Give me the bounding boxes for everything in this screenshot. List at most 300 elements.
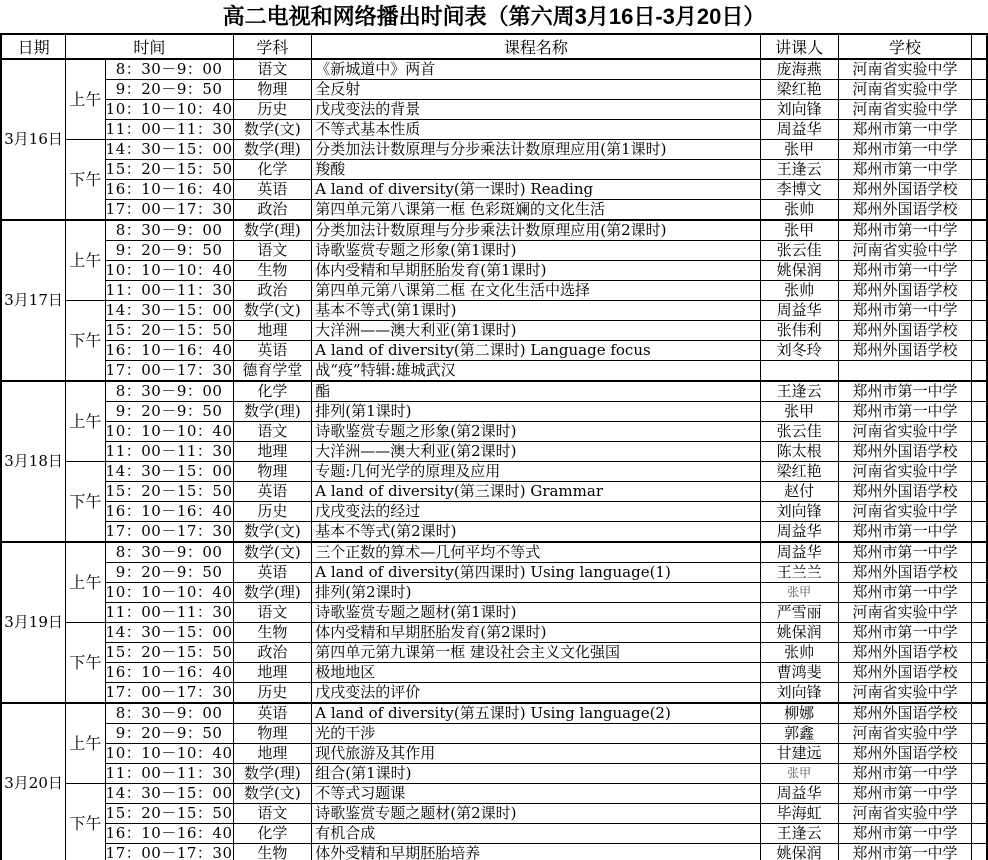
course-cell: 排列(第1课时) (312, 402, 760, 422)
course-cell: 三个正数的算术—几何平均不等式 (312, 542, 760, 563)
period-am-cell: 上午 (66, 59, 106, 140)
school-cell: 郑州市第一中学 (838, 381, 972, 402)
edge-cell (972, 281, 987, 301)
subject-cell: 语文 (233, 804, 312, 824)
subject-cell: 英语 (233, 482, 312, 502)
course-cell: 全反射 (312, 80, 760, 100)
lecturer-cell: 刘向锋 (760, 502, 838, 522)
lecturer-cell: 周益华 (760, 784, 838, 804)
course-cell: 第四单元第八课第一框 色彩斑斓的文化生活 (312, 200, 760, 221)
time-cell: 10：10－10：40 (105, 744, 233, 762)
edge-cell (972, 241, 987, 261)
lecturer-cell: 刘向锋 (760, 100, 838, 120)
edge-cell (972, 381, 987, 402)
school-cell: 郑州市第一中学 (838, 784, 972, 804)
schedule-body (1, 59, 987, 860)
edge-cell (972, 321, 987, 341)
subject-cell: 英语 (233, 180, 312, 200)
schedule-row (1, 200, 987, 221)
subject-cell: 数学(理) (233, 220, 312, 241)
time-cell: 14：30－15：00 (105, 462, 233, 480)
course-cell: 极地地区 (312, 663, 760, 683)
time-cell: 14：30－15：00 (105, 140, 233, 158)
time-cell: 15：20－15：50 (105, 643, 233, 661)
subject-cell: 政治 (233, 643, 312, 663)
course-cell: 有机合成 (312, 824, 760, 844)
course-cell: 分类加法计数原理与分步乘法计数原理应用(第2课时) (312, 220, 760, 241)
schedule-row (1, 563, 987, 583)
date-cell: 3月16日 (1, 59, 66, 220)
edge-cell (972, 623, 987, 643)
edge-cell (972, 563, 987, 583)
edge-cell (972, 361, 987, 382)
subject-cell: 物理 (233, 80, 312, 100)
schedule-row (1, 583, 987, 603)
subject-cell: 政治 (233, 200, 312, 221)
school-cell: 郑州市第一中学 (838, 542, 972, 563)
time-cell: 17：00－17：30 (105, 844, 233, 860)
edge-cell (972, 824, 987, 844)
subject-cell: 数学(文) (233, 784, 312, 804)
edge-cell (972, 804, 987, 824)
edge-cell (972, 583, 987, 603)
schedule-row (1, 482, 987, 502)
subject-cell: 数学(文) (233, 301, 312, 321)
course-cell: A land of diversity(第一课时) Reading (312, 180, 760, 200)
period-pm-cell: 下午 (66, 462, 106, 543)
subject-cell: 化学 (233, 160, 312, 180)
edge-cell (972, 724, 987, 744)
period-am-cell: 上午 (66, 542, 106, 623)
schedule-row (1, 683, 987, 704)
school-cell: 郑州市第一中学 (838, 160, 972, 180)
time-cell: 10：10－10：40 (105, 261, 233, 279)
lecturer-cell: 张帅 (760, 643, 838, 663)
time-cell: 11：00－11：30 (105, 442, 233, 460)
course-cell: 现代旅游及其作用 (312, 744, 760, 764)
schedule-row (1, 381, 987, 402)
lecturer-cell: 王逢云 (760, 824, 838, 844)
course-cell: 大洋洲——澳大利亚(第1课时) (312, 321, 760, 341)
edge-cell (972, 442, 987, 462)
schedule-row (1, 120, 987, 140)
course-cell: 第四单元第九课第一框 建设社会主义文化强国 (312, 643, 760, 663)
edge-cell (972, 261, 987, 281)
lecturer-cell: 梁红艳 (760, 462, 838, 482)
lecturer-cell: 张云佳 (760, 241, 838, 261)
course-cell: 诗歌鉴赏专题之形象(第2课时) (312, 422, 760, 442)
schedule-row (1, 321, 987, 341)
lecturer-cell: 张云佳 (760, 422, 838, 442)
date-cell: 3月20日 (1, 703, 66, 860)
subject-cell: 数学(理) (233, 140, 312, 160)
course-cell: 戊戌变法的经过 (312, 502, 760, 522)
edge-cell (972, 100, 987, 120)
time-cell: 11：00－11：30 (105, 281, 233, 299)
subject-cell: 地理 (233, 744, 312, 764)
school-cell: 河南省实验中学 (838, 462, 972, 482)
schedule-row (1, 663, 987, 683)
time-cell: 9：20－9：50 (105, 241, 233, 261)
course-cell: 《新城道中》两首 (312, 59, 760, 80)
course-cell: A land of diversity(第三课时) Grammar (312, 482, 760, 502)
lecturer-cell: 姚保润 (760, 623, 838, 643)
school-cell: 郑州外国语学校 (838, 663, 972, 683)
subject-cell: 数学(文) (233, 120, 312, 140)
period-pm-cell: 下午 (66, 301, 106, 382)
edge-cell (972, 542, 987, 563)
schedule-row (1, 522, 987, 543)
lecturer-cell: 王兰兰 (760, 563, 838, 583)
subject-cell: 数学(理) (233, 764, 312, 784)
period-am-cell: 上午 (66, 381, 106, 462)
period-pm-cell: 下午 (66, 623, 106, 704)
school-cell: 郑州市第一中学 (838, 402, 972, 422)
subject-cell: 生物 (233, 261, 312, 281)
schedule-row (1, 764, 987, 784)
schedule-row (1, 542, 987, 563)
edge-cell (972, 764, 987, 784)
edge-cell (972, 220, 987, 241)
broadcast-timetable (0, 33, 988, 860)
school-cell: 河南省实验中学 (838, 422, 972, 442)
lecturer-cell: 张帅 (760, 281, 838, 301)
subject-cell: 英语 (233, 341, 312, 361)
course-cell: 体内受精和早期胚胎发育(第1课时) (312, 261, 760, 281)
time-cell: 15：20－15：50 (105, 804, 233, 822)
edge-cell (972, 663, 987, 683)
schedule-row (1, 844, 987, 860)
subject-cell: 数学(理) (233, 583, 312, 603)
school-cell: 河南省实验中学 (838, 80, 972, 100)
school-cell: 郑州外国语学校 (838, 442, 972, 462)
time-cell: 9：20－9：50 (105, 563, 233, 583)
subject-cell: 数学(文) (233, 542, 312, 563)
time-cell: 9：20－9：50 (105, 402, 233, 422)
schedule-row (1, 724, 987, 744)
schedule-row (1, 361, 987, 382)
school-cell: 河南省实验中学 (838, 683, 972, 704)
edge-cell (972, 301, 987, 321)
lecturer-cell: 姚保润 (760, 844, 838, 860)
time-cell: 9：20－9：50 (105, 724, 233, 744)
page-title: 高二电视和网络播出时间表（第六周3月16日-3月20日） (222, 4, 766, 29)
lecturer-cell: 王逢云 (760, 381, 838, 402)
course-cell: A land of diversity(第四课时) Using language(1) (312, 563, 760, 583)
lecturer-cell: 周益华 (760, 301, 838, 321)
school-cell: 郑州市第一中学 (838, 220, 972, 241)
lecturer-cell: 周益华 (760, 522, 838, 543)
subject-cell: 化学 (233, 381, 312, 402)
edge-cell (972, 462, 987, 482)
subject-cell: 生物 (233, 844, 312, 860)
edge-cell (972, 603, 987, 623)
course-cell: 酯 (312, 381, 760, 402)
schedule-row (1, 241, 987, 261)
course-cell: A land of diversity(第二课时) Language focus (312, 341, 760, 361)
time-cell: 8：30－9：00 (105, 542, 233, 563)
school-cell: 河南省实验中学 (838, 100, 972, 120)
edge-cell (972, 140, 987, 160)
subject-cell: 语文 (233, 422, 312, 442)
school-cell: 郑州市第一中学 (838, 261, 972, 281)
edge-cell (972, 160, 987, 180)
course-cell: 分类加法计数原理与分步乘法计数原理应用(第1课时) (312, 140, 760, 160)
time-cell: 14：30－15：00 (105, 623, 233, 641)
time-cell: 11：00－11：30 (105, 120, 233, 138)
school-cell: 郑州外国语学校 (838, 321, 972, 341)
edge-cell (972, 482, 987, 502)
lecturer-cell: 庞海燕 (760, 59, 838, 80)
edge-cell (972, 422, 987, 442)
time-cell: 8：30－9：00 (105, 381, 233, 402)
edge-cell (972, 80, 987, 100)
school-cell: 郑州外国语学校 (838, 341, 972, 361)
school-cell: 郑州外国语学校 (838, 643, 972, 663)
time-cell: 9：20－9：50 (105, 80, 233, 100)
schedule-row (1, 462, 987, 482)
period-am-cell: 上午 (66, 220, 106, 301)
subject-cell: 物理 (233, 462, 312, 482)
date-cell: 3月17日 (1, 220, 66, 381)
edge-cell (972, 341, 987, 361)
time-cell: 14：30－15：00 (105, 301, 233, 319)
course-cell: 光的干涉 (312, 724, 760, 744)
col-header-course: 课程名称 (312, 34, 760, 59)
course-cell: 组合(第1课时) (312, 764, 760, 784)
edge-cell (972, 502, 987, 522)
time-cell: 11：00－11：30 (105, 764, 233, 782)
edge-cell (972, 844, 987, 860)
course-cell: 戊戌变法的背景 (312, 100, 760, 120)
schedule-row (1, 180, 987, 200)
school-cell: 郑州外国语学校 (838, 703, 972, 724)
course-cell: 诗歌鉴赏专题之题材(第1课时) (312, 603, 760, 623)
time-cell: 10：10－10：40 (105, 422, 233, 440)
subject-cell: 语文 (233, 241, 312, 261)
school-cell: 郑州市第一中学 (838, 301, 972, 321)
course-cell: 诗歌鉴赏专题之形象(第1课时) (312, 241, 760, 261)
edge-cell (972, 402, 987, 422)
schedule-row (1, 643, 987, 663)
time-cell: 11：00－11：30 (105, 603, 233, 621)
lecturer-cell: 刘向锋 (760, 683, 838, 704)
date-cell: 3月19日 (1, 542, 66, 703)
schedule-row (1, 140, 987, 160)
lecturer-cell: 周益华 (760, 542, 838, 563)
edge-cell (972, 703, 987, 724)
col-header-subject: 学科 (233, 34, 312, 59)
time-cell: 10：10－10：40 (105, 583, 233, 601)
edge-cell (972, 744, 987, 764)
subject-cell: 历史 (233, 100, 312, 120)
school-cell: 郑州市第一中学 (838, 764, 972, 784)
subject-cell: 英语 (233, 703, 312, 724)
time-cell: 16：10－16：40 (105, 180, 233, 198)
lecturer-cell: 曹鸿斐 (760, 663, 838, 683)
time-cell: 8：30－9：00 (105, 703, 233, 724)
subject-cell: 语文 (233, 59, 312, 80)
school-cell: 郑州外国语学校 (838, 563, 972, 583)
lecturer-cell: 张伟利 (760, 321, 838, 341)
time-cell: 17：00－17：30 (105, 522, 233, 540)
lecturer-cell: 毕海虹 (760, 804, 838, 824)
school-cell: 河南省实验中学 (838, 502, 972, 522)
lecturer-cell: 刘冬玲 (760, 341, 838, 361)
lecturer-cell: 严雪丽 (760, 603, 838, 623)
school-cell: 郑州外国语学校 (838, 482, 972, 502)
subject-cell: 历史 (233, 502, 312, 522)
time-cell: 16：10－16：40 (105, 341, 233, 359)
time-cell: 16：10－16：40 (105, 663, 233, 681)
lecturer-cell: 赵付 (760, 482, 838, 502)
time-cell: 17：00－17：30 (105, 361, 233, 379)
school-cell: 郑州外国语学校 (838, 180, 972, 200)
subject-cell: 地理 (233, 442, 312, 462)
course-cell: A land of diversity(第五课时) Using language(2) (312, 703, 760, 724)
school-cell: 郑州市第一中学 (838, 583, 972, 603)
subject-cell: 德育学堂 (233, 361, 312, 382)
subject-cell: 语文 (233, 603, 312, 623)
subject-cell: 数学(文) (233, 522, 312, 543)
date-cell: 3月18日 (1, 381, 66, 542)
lecturer-cell: 郭鑫 (760, 724, 838, 744)
school-cell: 河南省实验中学 (838, 241, 972, 261)
time-cell: 15：20－15：50 (105, 321, 233, 339)
schedule-row (1, 80, 987, 100)
lecturer-cell: 张甲 (760, 140, 838, 160)
course-cell: 诗歌鉴赏专题之题材(第2课时) (312, 804, 760, 824)
time-cell: 16：10－16：40 (105, 824, 233, 842)
lecturer-cell: 张甲 (760, 220, 838, 241)
schedule-row (1, 603, 987, 623)
schedule-row (1, 341, 987, 361)
course-cell: 基本不等式(第1课时) (312, 301, 760, 321)
subject-cell: 化学 (233, 824, 312, 844)
course-cell: 体外受精和早期胚胎培养 (312, 844, 760, 860)
schedule-row (1, 301, 987, 321)
subject-cell: 数学(理) (233, 402, 312, 422)
schedule-row (1, 160, 987, 180)
time-cell: 15：20－15：50 (105, 482, 233, 500)
school-cell: 郑州外国语学校 (838, 200, 972, 221)
course-cell: 不等式基本性质 (312, 120, 760, 140)
edge-cell (972, 59, 987, 80)
edge-cell (972, 522, 987, 543)
subject-cell: 生物 (233, 623, 312, 643)
schedule-row (1, 824, 987, 844)
schedule-row (1, 402, 987, 422)
time-cell: 17：00－17：30 (105, 200, 233, 218)
period-am-cell: 上午 (66, 703, 106, 784)
school-cell: 郑州市第一中学 (838, 824, 972, 844)
schedule-row (1, 422, 987, 442)
school-cell: 河南省实验中学 (838, 804, 972, 824)
subject-cell: 地理 (233, 663, 312, 683)
lecturer-cell: 张帅 (760, 200, 838, 221)
lecturer-cell: 梁红艳 (760, 80, 838, 100)
school-cell: 郑州外国语学校 (838, 281, 972, 301)
schedule-row (1, 784, 987, 804)
schedule-row (1, 281, 987, 301)
course-cell: 戊戌变法的评价 (312, 683, 760, 704)
schedule-row (1, 804, 987, 824)
time-cell: 17：00－17：30 (105, 683, 233, 701)
period-pm-cell: 下午 (66, 784, 106, 860)
course-cell: 大洋洲——澳大利亚(第2课时) (312, 442, 760, 462)
lecturer-cell: 张甲 (760, 583, 838, 603)
subject-cell: 英语 (233, 563, 312, 583)
col-header-lecturer: 讲课人 (760, 34, 838, 59)
schedule-row (1, 442, 987, 462)
school-cell: 郑州市第一中学 (838, 623, 972, 643)
time-cell: 16：10－16：40 (105, 502, 233, 520)
course-cell: 羧酸 (312, 160, 760, 180)
subject-cell: 地理 (233, 321, 312, 341)
edge-cell (972, 683, 987, 704)
edge-cell (972, 643, 987, 663)
schedule-row (1, 623, 987, 643)
lecturer-cell: 张甲 (760, 402, 838, 422)
course-cell: 专题:几何光学的原理及应用 (312, 462, 760, 482)
lecturer-cell (760, 361, 838, 382)
schedule-row (1, 100, 987, 120)
time-cell: 15：20－15：50 (105, 160, 233, 178)
course-cell: 不等式习题课 (312, 784, 760, 804)
school-cell: 河南省实验中学 (838, 724, 972, 744)
subject-cell: 政治 (233, 281, 312, 301)
header-row (1, 34, 987, 59)
schedule-row (1, 703, 987, 724)
lecturer-cell: 甘建远 (760, 744, 838, 764)
course-cell: 战“疫”特辑:雄城武汉 (312, 361, 760, 382)
course-cell: 基本不等式(第2课时) (312, 522, 760, 543)
schedule-row (1, 502, 987, 522)
time-cell: 8：30－9：00 (105, 220, 233, 241)
schedule-row (1, 261, 987, 281)
school-cell: 郑州市第一中学 (838, 120, 972, 140)
col-header-school: 学校 (838, 34, 972, 59)
time-cell: 14：30－15：00 (105, 784, 233, 802)
lecturer-cell: 姚保润 (760, 261, 838, 281)
col-header-time: 时间 (66, 34, 233, 59)
lecturer-cell: 王逢云 (760, 160, 838, 180)
schedule-row (1, 744, 987, 764)
lecturer-cell: 李博文 (760, 180, 838, 200)
edge-cell (972, 784, 987, 804)
period-pm-cell: 下午 (66, 140, 106, 221)
school-cell: 河南省实验中学 (838, 603, 972, 623)
edge-cell (972, 120, 987, 140)
edge-cell (972, 200, 987, 221)
course-cell: 排列(第2课时) (312, 583, 760, 603)
col-header-edge (972, 34, 987, 59)
schedule-row (1, 220, 987, 241)
time-cell: 10：10－10：40 (105, 100, 233, 118)
edge-cell (972, 180, 987, 200)
col-header-date: 日期 (1, 34, 66, 59)
course-cell: 第四单元第八课第二框 在文化生活中选择 (312, 281, 760, 301)
schedule-row (1, 59, 987, 80)
subject-cell: 物理 (233, 724, 312, 744)
school-cell: 郑州外国语学校 (838, 744, 972, 764)
school-cell: 郑州市第一中学 (838, 844, 972, 860)
lecturer-cell: 柳娜 (760, 703, 838, 724)
school-cell: 郑州市第一中学 (838, 140, 972, 160)
school-cell: 河南省实验中学 (838, 59, 972, 80)
time-cell: 8：30－9：00 (105, 59, 233, 80)
course-cell: 体内受精和早期胚胎发育(第2课时) (312, 623, 760, 643)
